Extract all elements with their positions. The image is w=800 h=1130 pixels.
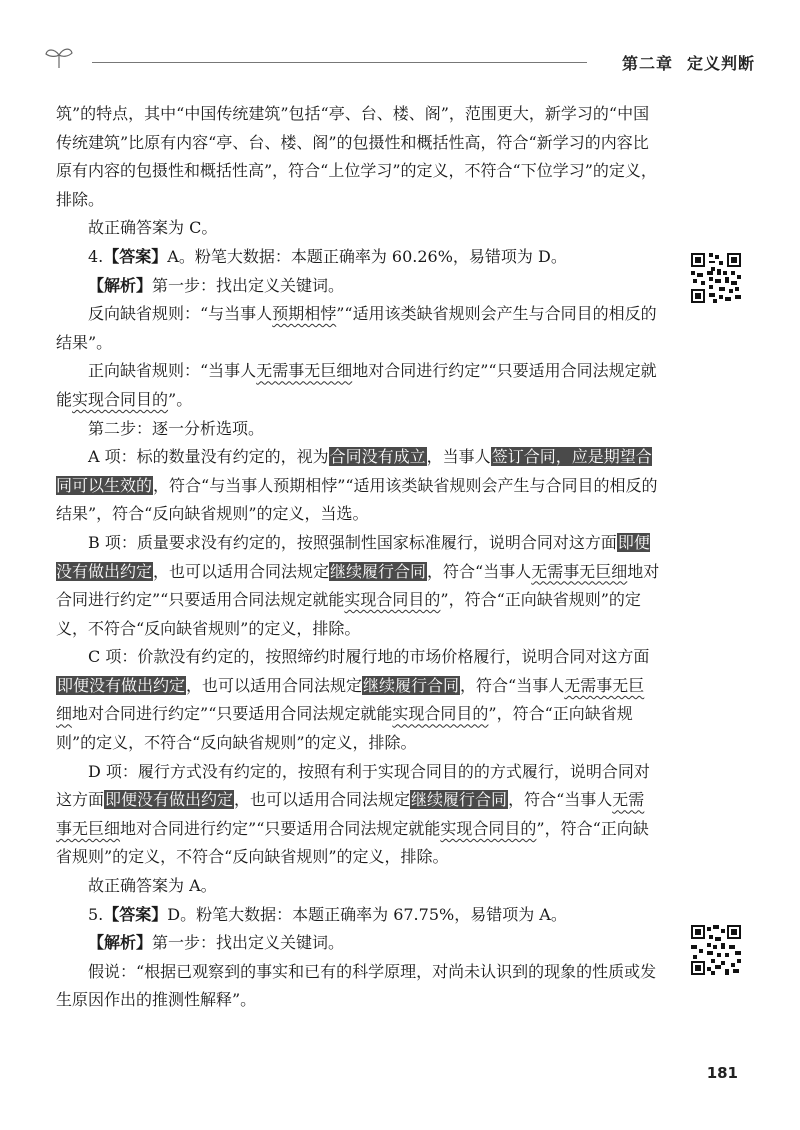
chapter-title: 定义判断 xyxy=(686,54,755,73)
chapter-number: 第二章 xyxy=(621,54,673,73)
highlight: 即便没有做出约定 xyxy=(105,790,234,810)
paragraph-answer-a: 故正确答案为 A。 xyxy=(88,876,217,896)
paragraph-option-b: B 项：质量要求没有约定的，按照强制性国家标准履行，说明合同对这方面即便没有做出约定，也可以适用合同法规定继续履行合同，符合“当事人无需事无巨细地对合同进行约定”“只要适用合同法规定就能实现合同目的”，符合“正向缺省规则”的定义，不符合“反向缺省规则”的定义，排除。 xyxy=(56,532,660,638)
highlight: 继续履行合同 xyxy=(411,790,508,810)
highlight: 继续履行合同 xyxy=(363,675,460,695)
highlight: 即便没有做出约定 xyxy=(56,532,650,581)
qr-code-icon[interactable] xyxy=(691,925,741,975)
paragraph-option-c: C 项：价款没有约定的，按照缔约时履行地的市场价格履行，说明合同对这方面即便没有做出约定，也可以适用合同法规定继续履行合同，符合“当事人无需事无巨细地对合同进行约定”“只要适用合同法规定就能实现合同目的”，符合“正向缺省规则”的定义，不符合“反向缺省规则”的定义，排除。 xyxy=(56,647,650,753)
paragraph-continued: 筑”的特点，其中“中国传统建筑”包括“亭、台、楼、阁”，范围更大，新学习的“中国传统建筑”比原有内容“亭、台、楼、阁”的包摄性和概括性高，符合“新学习的内容比原有内容的包摄性和概括性高”，符合“上位学习”的定义，不符合“下位学习”的定义，排除。 xyxy=(56,104,657,209)
qr-code-icon[interactable] xyxy=(691,253,741,303)
answer-label: 【答案】 xyxy=(103,904,168,924)
highlight: 签订合同，应是期望合同可以生效的 xyxy=(56,447,652,495)
paragraph-option-a: A 项：标的数量没有约定的，视为合同没有成立，当事人签订合同，应是期望合同可以生效的，符合“与当事人预期相悖”“适用该类缺省规则会产生与合同目的相反的结果”，符合“反向缺省规则”的定义，当选。 xyxy=(56,447,658,524)
paragraph-q5-answer: 5.【答案】D。粉笔大数据：本题正确率为 67.75%，易错项为 A。 xyxy=(88,904,567,924)
page-number: 181 xyxy=(706,1064,738,1082)
paragraph-q5-analysis: 【解析】第一步：找出定义关键词。 xyxy=(88,933,345,953)
analysis-label: 【解析】 xyxy=(88,933,153,953)
leaf-logo-icon xyxy=(44,44,74,70)
paragraph-reverse-default-rule: 反向缺省规则：“与当事人预期相悖”“适用该类缺省规则会产生与合同目的相反的结果”。 xyxy=(56,304,657,352)
page-body xyxy=(56,100,660,1015)
page-header xyxy=(40,44,755,76)
paragraph-q4-analysis: 【解析】第一步：找出定义关键词。 xyxy=(88,275,345,295)
paragraph-option-d: D 项：履行方式没有约定的，按照有利于实现合同目的的方式履行，说明合同对这方面即便没有做出约定，也可以适用合同法规定继续履行合同，符合“当事人无需事无巨细地对合同进行约定”“只要适用合同法规定就能实现合同目的”，符合“正向缺省规则”的定义，不符合“反向缺省规则”的定义，排除。 xyxy=(56,761,650,867)
analysis-label: 【解析】 xyxy=(88,275,153,295)
highlight: 合同没有成立 xyxy=(329,447,426,467)
highlight: 即便没有做出约定 xyxy=(57,675,186,695)
paragraph-step-two: 第二步：逐一分析选项。 xyxy=(88,418,265,438)
header-rule xyxy=(92,62,587,63)
paragraph-q4-answer: 4.【答案】A。粉笔大数据：本题正确率为 60.26%，易错项为 D。 xyxy=(88,246,567,266)
highlight: 继续履行合同 xyxy=(330,561,427,581)
paragraph-answer-c: 故正确答案为 C。 xyxy=(88,218,218,238)
answer-label: 【答案】 xyxy=(103,246,168,266)
paragraph-hypothesis: 假说：“根据已观察到的事实和已有的科学原理，对尚未认识到的现象的性质或发生原因作出的推测性解释”。 xyxy=(56,961,657,1010)
chapter-heading xyxy=(622,51,755,74)
paragraph-forward-default-rule: 正向缺省规则：“当事人无需事无巨细地对合同进行约定”“只要适用合同法规定就能实现合同目的”。 xyxy=(56,361,657,409)
